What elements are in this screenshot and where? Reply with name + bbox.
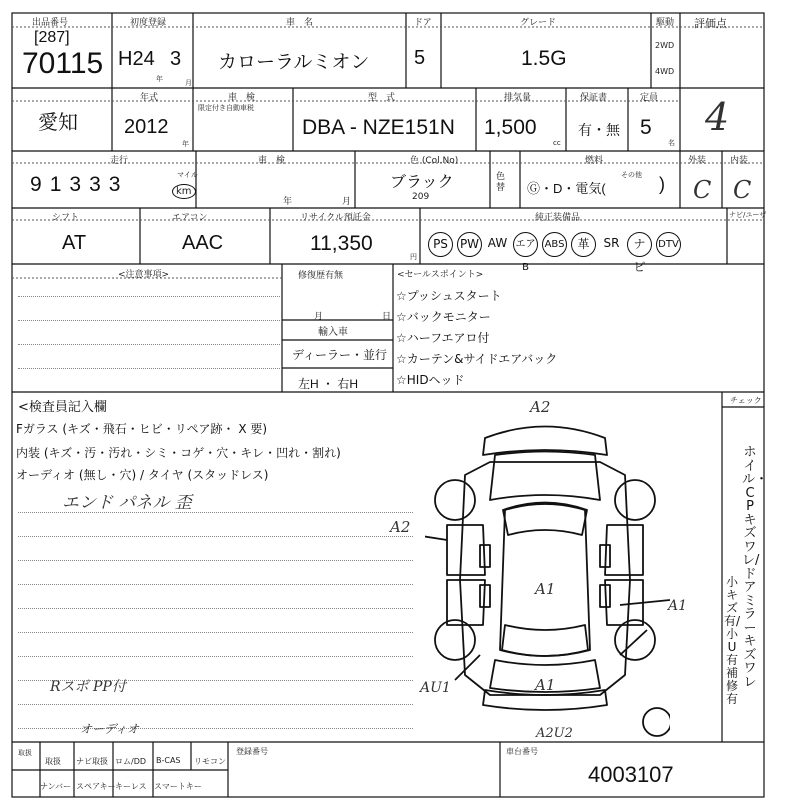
sales-point: ☆バックモニター bbox=[396, 310, 491, 324]
notes-line bbox=[18, 368, 280, 369]
warranty-title: 修復歴有無 bbox=[298, 271, 344, 281]
chassis-number: 4003107 bbox=[588, 762, 674, 787]
model-year-unit: 年 bbox=[182, 140, 189, 148]
bottom-cell: キーレス bbox=[115, 782, 147, 791]
first-reg-year-unit: 年 bbox=[156, 75, 163, 83]
inspect-line bbox=[18, 584, 413, 585]
notes-title: <注意事項> bbox=[118, 270, 170, 280]
fuel-options: Ⓖ・D・電気( bbox=[527, 181, 606, 196]
bottom-cell: スマートキー bbox=[154, 782, 202, 791]
steering-side: 左H ・ 右H bbox=[298, 377, 359, 391]
inspect-line bbox=[18, 560, 413, 561]
inspect-line bbox=[18, 632, 413, 633]
spare-wheel bbox=[643, 708, 670, 736]
sales-point: ☆カーテン&サイドエアバック bbox=[396, 352, 558, 366]
side-note-line2: 小キズ有/小U有 補修有 bbox=[724, 575, 741, 706]
score-value: 4 bbox=[705, 95, 730, 139]
sales-title: <セールスポイント> bbox=[397, 270, 484, 280]
color-change-label: 色替 bbox=[496, 172, 506, 193]
mileage-digit: 3 bbox=[108, 173, 121, 196]
exterior-label: 外装 bbox=[688, 156, 707, 166]
body-outline bbox=[460, 462, 630, 695]
bottom-cell: ナンバー bbox=[40, 782, 72, 791]
damage-mark: A1 bbox=[535, 676, 556, 694]
wheel-rear-left bbox=[435, 620, 475, 660]
aircon-value: AAC bbox=[182, 232, 224, 254]
sales-point: ☆ハーフエアロ付 bbox=[396, 331, 490, 345]
model-year: 2012 bbox=[124, 116, 169, 138]
shaken-month-unit: 月 bbox=[342, 197, 352, 207]
equipment-item: エアB bbox=[513, 232, 538, 257]
chassis-label: 車台番号 bbox=[506, 747, 538, 756]
warranty-day: 日 bbox=[382, 312, 392, 322]
capacity: 5 bbox=[640, 116, 652, 139]
inspect-audio: オーディオ (無し・穴) / タイヤ (スタッドレス) bbox=[16, 468, 269, 482]
handwritten-note-audio: オーディオ bbox=[80, 722, 140, 736]
drive-2wd: 2WD bbox=[655, 41, 675, 50]
bottom-cell: リモコン bbox=[194, 757, 226, 766]
mileage-digit: 3 bbox=[89, 173, 101, 196]
inspection-record: 有・無 bbox=[578, 122, 620, 138]
mileage-km-unit: km bbox=[172, 184, 196, 199]
capacity-unit: 名 bbox=[668, 139, 675, 147]
equipment-item: DTV bbox=[656, 232, 681, 257]
mileage-mile-unit: マイル bbox=[177, 171, 198, 179]
color-code: 209 bbox=[412, 192, 430, 202]
lot-number: 70115 bbox=[22, 47, 104, 80]
equipment-item: PS bbox=[428, 232, 453, 257]
first-reg-month-unit: 月 bbox=[185, 79, 192, 87]
registration-label: 登録番号 bbox=[236, 747, 268, 756]
equipment-item: ナビ bbox=[627, 232, 652, 257]
damage-mark: A1 bbox=[535, 580, 556, 598]
fuel-label: 燃料 bbox=[585, 156, 604, 166]
region: 愛知 bbox=[38, 112, 78, 134]
exterior-grade: C bbox=[693, 176, 712, 204]
grade-value: 1.5G bbox=[521, 47, 567, 70]
wheel-front-left bbox=[435, 480, 475, 520]
drive-label: 駆動 bbox=[656, 18, 675, 28]
shift-value: AT bbox=[62, 232, 87, 254]
aircon-label: エアコン bbox=[172, 213, 208, 223]
mileage-digit: 9 bbox=[30, 173, 42, 196]
sales-point: ☆HIDヘッド bbox=[396, 373, 465, 387]
mileage-digit: 1 bbox=[49, 173, 62, 196]
displacement: 1,500 bbox=[484, 116, 537, 139]
inspector-title: <検査員記入欄 bbox=[18, 400, 107, 415]
inspection-label: 保証書 bbox=[580, 93, 608, 103]
lot-label: 出品番号 bbox=[32, 18, 69, 28]
recycle-label: リサイクル預託金 bbox=[300, 213, 371, 223]
handwritten-note-spoiler: Rスポ PP付 bbox=[50, 679, 126, 695]
bottom-cell: スペアキー bbox=[76, 782, 116, 791]
car-name: カローラルミオン bbox=[218, 52, 370, 73]
recycle-fee: 11,350 bbox=[310, 232, 373, 255]
inspect-line bbox=[18, 656, 413, 657]
drive-4wd: 4WD bbox=[655, 67, 675, 76]
shaken-exp-label: 車 検 bbox=[258, 156, 286, 166]
notes-line bbox=[18, 344, 280, 345]
handwritten-note-panel: エンド パネル 歪 bbox=[62, 493, 192, 513]
sales-point: ☆プッシュスタート bbox=[396, 289, 502, 303]
side-note-line1: ホイル・CPキズ ワレ/ドアミラーキズ ワレ bbox=[742, 445, 769, 690]
inspect-interior: 内装 (キズ・汚・汚れ・シミ・コゲ・穴・キレ・凹れ・割れ) bbox=[16, 446, 341, 460]
warranty-month: 月 bbox=[314, 312, 324, 322]
model-year-label: 年式 bbox=[140, 93, 159, 103]
damage-mark: AU1 bbox=[420, 680, 451, 696]
notes-line bbox=[18, 296, 280, 297]
equipment-item: PW bbox=[457, 232, 482, 257]
equipment-item: AW bbox=[487, 236, 508, 250]
import-title: 輸入車 bbox=[318, 327, 348, 338]
mileage-digits bbox=[30, 173, 120, 197]
damage-mark: A2U2 bbox=[536, 726, 573, 741]
fuel-close: ) bbox=[659, 174, 665, 194]
shaken-note: 限定付き自動車税 bbox=[198, 104, 254, 112]
doors-value: 5 bbox=[414, 47, 426, 69]
shaken-year-unit: 年 bbox=[283, 197, 293, 207]
mileage-digit: 3 bbox=[69, 173, 82, 196]
damage-mark: A1 bbox=[668, 598, 688, 614]
lot-prefix: [287] bbox=[34, 29, 70, 46]
damage-mark: A2 bbox=[390, 518, 411, 536]
equipment-item: SR bbox=[603, 236, 620, 250]
color-name: ブラック bbox=[390, 174, 454, 191]
displacement-unit: cc bbox=[553, 139, 561, 147]
wheel-front-right bbox=[615, 480, 655, 520]
score-label: 評価点 bbox=[694, 17, 727, 30]
displacement-label: 排気量 bbox=[504, 93, 532, 103]
shift-label: シフト bbox=[52, 213, 80, 223]
bottom-cell: 取扱 bbox=[45, 757, 61, 766]
inspect-line bbox=[18, 704, 413, 705]
bottom-cell: B-CAS bbox=[156, 756, 181, 765]
dealer-parallel: ディーラー・並行 bbox=[292, 348, 388, 362]
equipment-list bbox=[428, 232, 685, 274]
capacity-label: 定員 bbox=[640, 93, 659, 103]
inspect-line bbox=[18, 728, 413, 729]
first-reg-month: 3 bbox=[170, 48, 182, 70]
first-reg-era: H24 bbox=[118, 48, 155, 70]
inspect-line bbox=[18, 608, 413, 609]
color-label: 色 (Col.No) bbox=[410, 156, 459, 166]
model-label: 型 式 bbox=[368, 93, 396, 103]
bottom-cell: 取扱 bbox=[18, 749, 32, 757]
doors-label: ドア bbox=[414, 18, 432, 28]
navi-type-label: ナビ/ユーザ bbox=[729, 211, 767, 219]
model-code: DBA - NZE151N bbox=[302, 116, 455, 139]
equipment-item: ABS bbox=[542, 232, 567, 257]
shaken-label: 車 検 bbox=[228, 93, 256, 103]
bottom-cell: ナビ取扱 bbox=[76, 757, 108, 766]
hood bbox=[490, 452, 600, 501]
interior-label: 内装 bbox=[730, 156, 749, 166]
bottom-cell: ロム/DD bbox=[115, 757, 147, 766]
notes-line bbox=[18, 320, 280, 321]
car-name-label: 車 名 bbox=[286, 18, 314, 28]
equipment-item: 革 bbox=[571, 232, 596, 257]
inspect-line bbox=[18, 536, 413, 537]
recycle-unit: 円 bbox=[410, 253, 417, 261]
equipment-label: 純正装備品 bbox=[535, 213, 581, 223]
first-reg-label: 初度登録 bbox=[130, 18, 167, 28]
fuel-other: その他 bbox=[621, 171, 642, 179]
rear-window bbox=[502, 625, 588, 656]
check-title: チェック bbox=[730, 396, 762, 405]
interior-grade: C bbox=[733, 176, 752, 204]
mileage-label: 走行 bbox=[110, 156, 129, 166]
inspect-glass: Fガラス (キズ・飛石・ヒビ・リペア跡・ X 要) bbox=[16, 422, 268, 436]
grade-label: グレード bbox=[520, 18, 557, 28]
damage-mark: A2 bbox=[530, 398, 551, 416]
